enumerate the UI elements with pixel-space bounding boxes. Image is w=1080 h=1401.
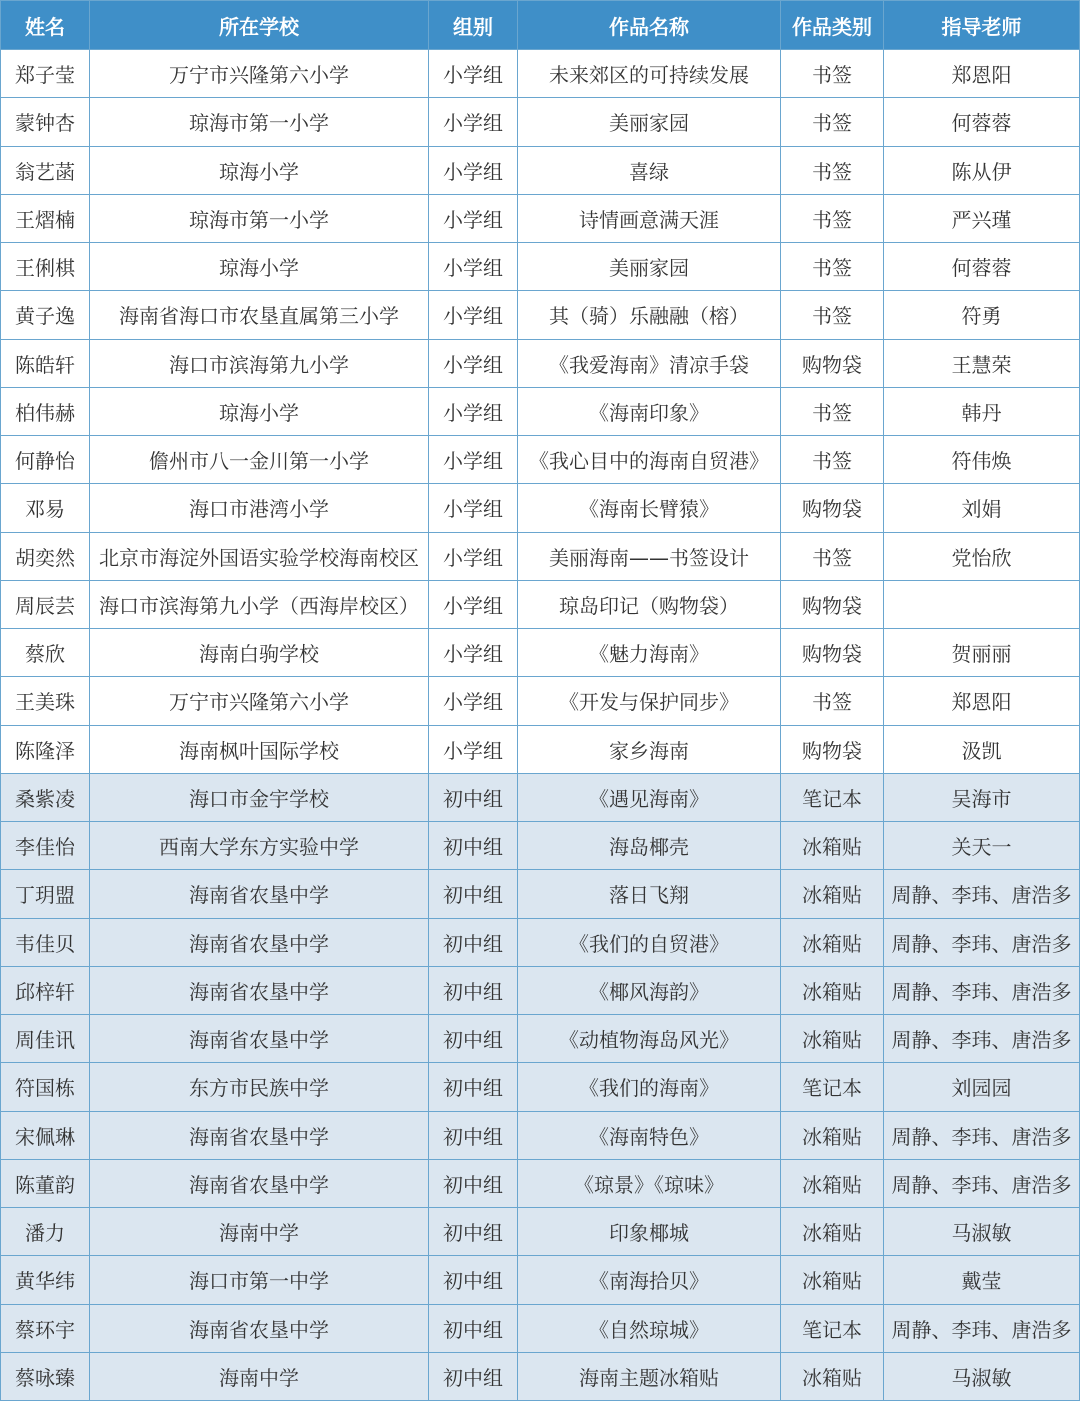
cell-work: 《遇见海南》 [518,773,781,821]
cell-school: 万宁市兴隆第六小学 [90,677,429,725]
cell-name: 王熠楠 [1,194,90,242]
cell-type: 购物袋 [781,484,884,532]
cell-work: 诗情画意满天涯 [518,194,781,242]
cell-teacher: 周静、李玮、唐浩多 [884,966,1080,1014]
cell-group: 小学组 [429,484,518,532]
cell-teacher: 周静、李玮、唐浩多 [884,918,1080,966]
cell-name: 蔡欣 [1,629,90,677]
cell-teacher: 刘园园 [884,1063,1080,1111]
cell-school: 海南省农垦中学 [90,1159,429,1207]
cell-type: 书签 [781,243,884,291]
cell-work: 其（骑）乐融融（榕） [518,291,781,339]
cell-school: 海南省农垦中学 [90,1015,429,1063]
cell-group: 初中组 [429,1208,518,1256]
cell-teacher: 党怡欣 [884,532,1080,580]
cell-group: 小学组 [429,629,518,677]
table-row [1,677,1080,725]
cell-name: 王俐棋 [1,243,90,291]
cell-work: 《我们的海南》 [518,1063,781,1111]
cell-name: 柏伟赫 [1,387,90,435]
cell-type: 书签 [781,532,884,580]
cell-group: 小学组 [429,50,518,98]
cell-type: 冰箱贴 [781,1015,884,1063]
cell-type: 购物袋 [781,629,884,677]
table-row [1,50,1080,98]
table-row [1,436,1080,484]
cell-school: 琼海小学 [90,146,429,194]
cell-name: 何静怡 [1,436,90,484]
table-row [1,194,1080,242]
cell-school: 琼海市第一小学 [90,194,429,242]
cell-type: 冰箱贴 [781,918,884,966]
table-body [1,50,1080,1401]
cell-school: 海南省农垦中学 [90,1111,429,1159]
cell-group: 初中组 [429,773,518,821]
table-row [1,870,1080,918]
cell-group: 初中组 [429,1256,518,1304]
table-row [1,1063,1080,1111]
cell-school: 海南省农垦中学 [90,966,429,1014]
table-row [1,1208,1080,1256]
cell-school: 海南枫叶国际学校 [90,725,429,773]
cell-teacher: 周静、李玮、唐浩多 [884,1159,1080,1207]
cell-name: 桑紫凌 [1,773,90,821]
table-row [1,1159,1080,1207]
cell-name: 黄华纬 [1,1256,90,1304]
cell-school: 万宁市兴隆第六小学 [90,50,429,98]
cell-name: 黄子逸 [1,291,90,339]
header-group: 组别 [429,1,518,50]
cell-group: 小学组 [429,98,518,146]
cell-type: 冰箱贴 [781,822,884,870]
cell-name: 陈董韵 [1,1159,90,1207]
cell-school: 海南中学 [90,1208,429,1256]
cell-type: 冰箱贴 [781,1208,884,1256]
table-header-row [1,1,1080,50]
cell-type: 书签 [781,436,884,484]
table-row [1,1111,1080,1159]
cell-teacher: 符勇 [884,291,1080,339]
cell-school: 海南省海口市农垦直属第三小学 [90,291,429,339]
cell-teacher: 韩丹 [884,387,1080,435]
table-row [1,98,1080,146]
cell-teacher: 周静、李玮、唐浩多 [884,1111,1080,1159]
cell-teacher: 马淑敏 [884,1208,1080,1256]
cell-school: 琼海小学 [90,243,429,291]
cell-group: 小学组 [429,291,518,339]
cell-teacher: 吴海市 [884,773,1080,821]
cell-teacher: 陈从伊 [884,146,1080,194]
table-row [1,484,1080,532]
cell-teacher: 戴莹 [884,1256,1080,1304]
cell-work: 《我心目中的海南自贸港》 [518,436,781,484]
cell-name: 邱梓轩 [1,966,90,1014]
cell-work: 印象椰城 [518,1208,781,1256]
cell-name: 陈皓轩 [1,339,90,387]
cell-teacher: 王慧荣 [884,339,1080,387]
cell-work: 《开发与保护同步》 [518,677,781,725]
cell-name: 丁玥盟 [1,870,90,918]
cell-name: 陈隆泽 [1,725,90,773]
cell-school: 海口市港湾小学 [90,484,429,532]
cell-work: 琼岛印记（购物袋） [518,580,781,628]
cell-school: 东方市民族中学 [90,1063,429,1111]
table-row [1,243,1080,291]
cell-group: 小学组 [429,677,518,725]
cell-school: 琼海市第一小学 [90,98,429,146]
cell-name: 周辰芸 [1,580,90,628]
cell-type: 书签 [781,291,884,339]
cell-name: 胡奕然 [1,532,90,580]
table-row [1,532,1080,580]
table-row [1,629,1080,677]
cell-teacher: 周静、李玮、唐浩多 [884,870,1080,918]
table-row [1,1352,1080,1400]
table-row [1,966,1080,1014]
cell-group: 初中组 [429,822,518,870]
cell-type: 笔记本 [781,1063,884,1111]
cell-school: 海南省农垦中学 [90,1304,429,1352]
table-row [1,580,1080,628]
cell-school: 儋州市八一金川第一小学 [90,436,429,484]
cell-work: 家乡海南 [518,725,781,773]
cell-teacher: 郑恩阳 [884,677,1080,725]
cell-name: 符国栋 [1,1063,90,1111]
cell-name: 蒙钟杏 [1,98,90,146]
header-teacher: 指导老师 [884,1,1080,50]
table-row [1,1015,1080,1063]
cell-type: 笔记本 [781,773,884,821]
cell-group: 小学组 [429,339,518,387]
cell-teacher [884,580,1080,628]
cell-type: 书签 [781,677,884,725]
cell-name: 韦佳贝 [1,918,90,966]
cell-teacher: 何蓉蓉 [884,243,1080,291]
cell-name: 翁艺菡 [1,146,90,194]
cell-type: 冰箱贴 [781,1159,884,1207]
cell-type: 购物袋 [781,339,884,387]
cell-teacher: 严兴瑾 [884,194,1080,242]
cell-group: 小学组 [429,243,518,291]
cell-school: 海南省农垦中学 [90,870,429,918]
cell-type: 冰箱贴 [781,870,884,918]
cell-work: 海南主题冰箱贴 [518,1352,781,1400]
cell-work: 《我们的自贸港》 [518,918,781,966]
cell-work: 《椰风海韵》 [518,966,781,1014]
cell-name: 蔡环宇 [1,1304,90,1352]
header-name: 姓名 [1,1,90,50]
cell-work: 美丽海南——书签设计 [518,532,781,580]
cell-type: 书签 [781,146,884,194]
table-row [1,918,1080,966]
cell-type: 冰箱贴 [781,1352,884,1400]
table-row [1,822,1080,870]
cell-teacher: 符伟焕 [884,436,1080,484]
cell-type: 冰箱贴 [781,1256,884,1304]
cell-name: 郑子莹 [1,50,90,98]
cell-group: 初中组 [429,1159,518,1207]
table-row [1,1304,1080,1352]
cell-group: 初中组 [429,1015,518,1063]
cell-work: 海岛椰壳 [518,822,781,870]
cell-work: 《自然琼城》 [518,1304,781,1352]
header-type: 作品类别 [781,1,884,50]
cell-type: 书签 [781,194,884,242]
cell-work: 《琼景》《琼味》 [518,1159,781,1207]
cell-teacher: 刘娟 [884,484,1080,532]
cell-work: 未来郊区的可持续发展 [518,50,781,98]
cell-name: 周佳讯 [1,1015,90,1063]
cell-teacher: 周静、李玮、唐浩多 [884,1304,1080,1352]
cell-group: 初中组 [429,918,518,966]
cell-teacher: 关天一 [884,822,1080,870]
cell-school: 海南白驹学校 [90,629,429,677]
cell-school: 海口市滨海第九小学 [90,339,429,387]
cell-work: 《魅力海南》 [518,629,781,677]
cell-teacher: 何蓉蓉 [884,98,1080,146]
cell-group: 小学组 [429,436,518,484]
header-school: 所在学校 [90,1,429,50]
table-row [1,291,1080,339]
cell-school: 海南中学 [90,1352,429,1400]
cell-group: 小学组 [429,146,518,194]
cell-group: 初中组 [429,870,518,918]
cell-type: 笔记本 [781,1304,884,1352]
cell-work: 《海南长臂猿》 [518,484,781,532]
cell-work: 喜绿 [518,146,781,194]
cell-type: 购物袋 [781,580,884,628]
table-row [1,387,1080,435]
cell-school: 海口市滨海第九小学（西海岸校区） [90,580,429,628]
cell-school: 海口市第一中学 [90,1256,429,1304]
cell-school: 北京市海淀外国语实验学校海南校区 [90,532,429,580]
cell-name: 蔡咏臻 [1,1352,90,1400]
cell-group: 初中组 [429,1063,518,1111]
cell-group: 小学组 [429,387,518,435]
cell-school: 海南省农垦中学 [90,918,429,966]
cell-group: 小学组 [429,725,518,773]
cell-group: 小学组 [429,532,518,580]
table-row [1,146,1080,194]
cell-work: 《海南印象》 [518,387,781,435]
cell-group: 小学组 [429,194,518,242]
cell-work: 美丽家园 [518,243,781,291]
cell-name: 宋佩琳 [1,1111,90,1159]
cell-name: 李佳怡 [1,822,90,870]
cell-teacher: 贺丽丽 [884,629,1080,677]
cell-work: 《动植物海岛风光》 [518,1015,781,1063]
cell-work: 《我爱海南》清凉手袋 [518,339,781,387]
cell-group: 初中组 [429,1111,518,1159]
cell-name: 邓易 [1,484,90,532]
cell-teacher: 汲凯 [884,725,1080,773]
cell-teacher: 周静、李玮、唐浩多 [884,1015,1080,1063]
table-row [1,725,1080,773]
cell-work: 落日飞翔 [518,870,781,918]
cell-type: 冰箱贴 [781,1111,884,1159]
table-row [1,339,1080,387]
cell-type: 书签 [781,387,884,435]
cell-group: 初中组 [429,1352,518,1400]
cell-work: 美丽家园 [518,98,781,146]
cell-teacher: 马淑敏 [884,1352,1080,1400]
table-row [1,1256,1080,1304]
cell-school: 琼海小学 [90,387,429,435]
cell-name: 王美珠 [1,677,90,725]
table-row [1,773,1080,821]
cell-name: 潘力 [1,1208,90,1256]
cell-type: 冰箱贴 [781,966,884,1014]
cell-type: 购物袋 [781,725,884,773]
cell-school: 西南大学东方实验中学 [90,822,429,870]
cell-work: 《南海拾贝》 [518,1256,781,1304]
cell-group: 初中组 [429,966,518,1014]
cell-type: 书签 [781,50,884,98]
header-work: 作品名称 [518,1,781,50]
cell-group: 初中组 [429,1304,518,1352]
cell-school: 海口市金宇学校 [90,773,429,821]
cell-teacher: 郑恩阳 [884,50,1080,98]
cell-work: 《海南特色》 [518,1111,781,1159]
cell-group: 小学组 [429,580,518,628]
cell-type: 书签 [781,98,884,146]
